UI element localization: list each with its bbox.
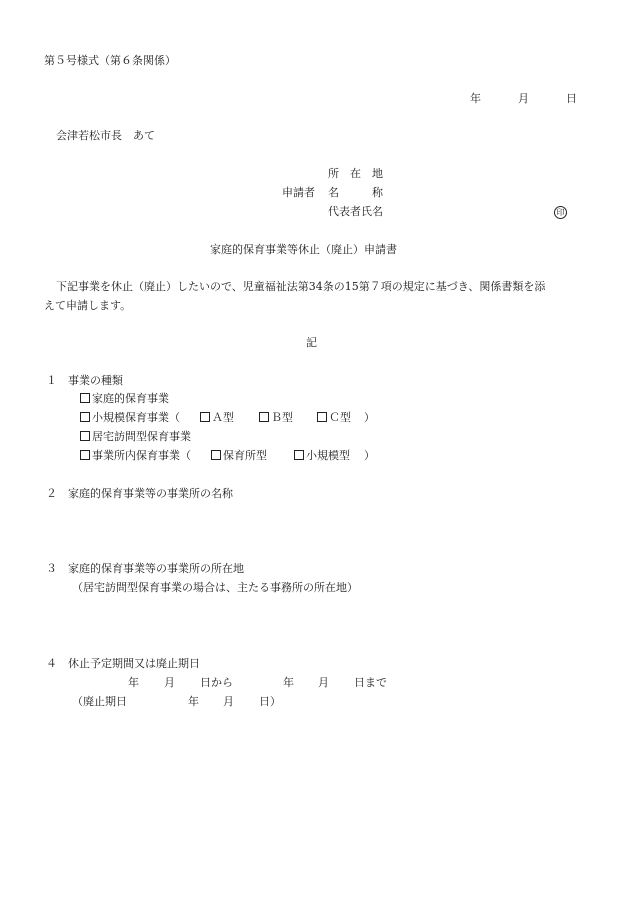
- option-home-visit[interactable]: 居宅訪問型保育事業: [80, 429, 191, 444]
- option-2-close: ）: [364, 411, 375, 424]
- seal-mark: [554, 204, 567, 219]
- section-1-number: １: [46, 374, 57, 387]
- period-month-2: 月: [318, 676, 329, 689]
- section-3-number: ３: [46, 562, 57, 575]
- seal-text: 印: [554, 206, 567, 219]
- date-month: 月: [518, 92, 529, 105]
- section-1-title: 事業の種類: [68, 374, 123, 387]
- option-workplace[interactable]: 事業所内保育事業（: [80, 448, 191, 463]
- checkbox[interactable]: [80, 393, 90, 403]
- applicant-role: 申請者: [282, 186, 315, 199]
- body-line-1: 下記事業を休止（廃止）したいので、児童福祉法第34条の15第７項の規定に基づき、関係書類を添: [56, 280, 546, 293]
- checkbox[interactable]: [211, 450, 221, 460]
- checkbox[interactable]: [259, 412, 269, 422]
- addressee: 会津若松市長 あて: [56, 129, 155, 142]
- period-to: 日まで: [354, 676, 387, 689]
- abolition-day: 日）: [259, 695, 281, 708]
- section-4-number: ４: [46, 657, 57, 670]
- period-month-1: 月: [164, 676, 175, 689]
- section-4-title: 休止予定期間又は廃止期日: [68, 657, 200, 670]
- period-from: 日から: [200, 676, 233, 689]
- name-label: 名 称: [328, 186, 383, 199]
- checkbox[interactable]: [200, 412, 210, 422]
- option-nursery-type[interactable]: 保育所型: [211, 448, 267, 463]
- period-year-1: 年: [128, 676, 139, 689]
- option-4-close: ）: [364, 449, 375, 462]
- section-3-title: 家庭的保育事業等の事業所の所在地: [68, 562, 244, 575]
- body-line-2: えて申請します。: [44, 299, 132, 312]
- period-year-2: 年: [283, 676, 294, 689]
- checkbox[interactable]: [80, 450, 90, 460]
- checkbox[interactable]: [317, 412, 327, 422]
- option-type-a[interactable]: Ａ型: [200, 410, 234, 425]
- checkbox[interactable]: [80, 412, 90, 422]
- option-small-scale[interactable]: 小規模保育事業（: [80, 410, 180, 425]
- section-3-note: （居宅訪問型保育事業の場合は、主たる事務所の所在地）: [72, 581, 358, 594]
- section-2-title: 家庭的保育事業等の事業所の名称: [68, 487, 233, 500]
- option-type-c[interactable]: Ｃ型: [317, 410, 351, 425]
- section-2-number: ２: [46, 487, 57, 500]
- document-title: 家庭的保育事業等休止（廃止）申請書: [210, 243, 397, 256]
- checkbox[interactable]: [294, 450, 304, 460]
- form-number: 第５号様式（第６条関係）: [44, 54, 176, 67]
- date-day: 日: [566, 92, 577, 105]
- representative-label: 代表者氏名: [328, 205, 383, 218]
- address-label: 所 在 地: [328, 167, 383, 180]
- abolition-year: 年: [188, 695, 199, 708]
- date-year: 年: [470, 92, 481, 105]
- option-family-care[interactable]: 家庭的保育事業: [80, 391, 169, 406]
- option-type-b[interactable]: Ｂ型: [259, 410, 293, 425]
- abolition-label: （廃止期日: [72, 695, 127, 708]
- checkbox[interactable]: [80, 431, 90, 441]
- option-small-type[interactable]: 小規模型: [294, 448, 350, 463]
- abolition-month: 月: [223, 695, 234, 708]
- ki-heading: 記: [306, 336, 317, 349]
